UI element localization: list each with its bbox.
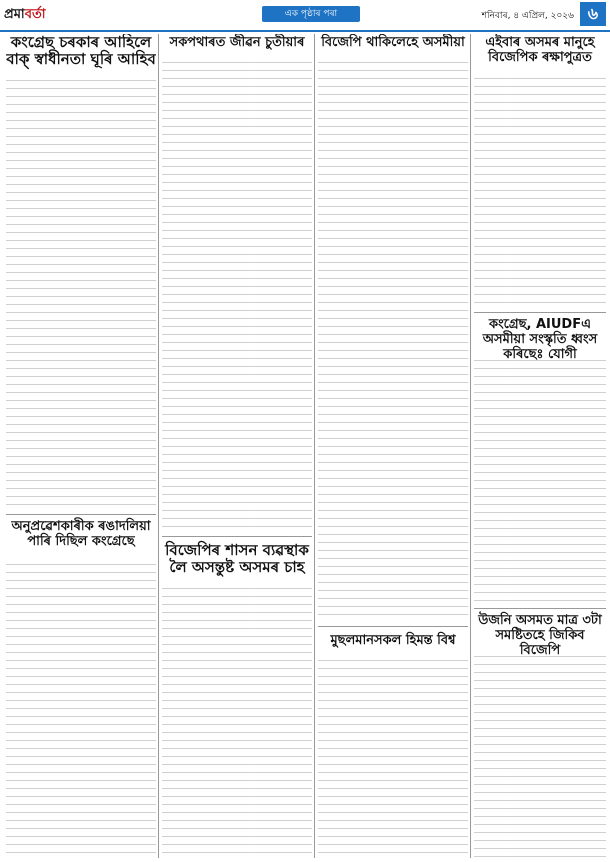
- column-4: [474, 34, 606, 858]
- logo-text-left: প্ৰমা: [4, 7, 25, 22]
- article-7-header: [474, 317, 606, 362]
- article-1-header: [6, 34, 156, 78]
- article-5-header: [6, 520, 156, 560]
- article-4-body: [474, 78, 606, 308]
- headline[interactable]: উজনি অসমত মাত্ৰ ৩টা সমষ্টিতহে জিকিব বিজেপি: [478, 613, 602, 658]
- column-2: [162, 34, 312, 858]
- headline[interactable]: এইবাৰ অসমৰ মানুহে বিজেপিক ৰক্ষাপুত্ৰত: [485, 35, 595, 65]
- headline[interactable]: অনুপ্ৰৱেশকাৰীক ৰঙাদলিয়া পাৰি দিছিল কংগ্ৰেছে: [11, 519, 151, 549]
- headline[interactable]: সকপথাৰত জীৱন চুতীয়াৰ: [169, 35, 305, 50]
- headline[interactable]: বিজেপি থাকিলেহে অসমীয়া: [321, 35, 465, 50]
- article-3-body: [318, 62, 468, 622]
- article-9-header: [474, 613, 606, 658]
- article-separator: [474, 312, 606, 313]
- column-divider: [470, 34, 471, 858]
- headline[interactable]: বিজেপিৰ শাসন ব্যৱস্থাক লৈ অসন্তুষ্ট অসমৰ চাহ: [165, 541, 309, 577]
- article-separator: [474, 608, 606, 609]
- page-number: ৬: [580, 2, 606, 26]
- column-1: [6, 34, 156, 858]
- headline[interactable]: মুছলমানসকল হিমন্ত বিশ্ব: [330, 633, 456, 648]
- article-4-header: [474, 36, 606, 76]
- header-rule: [0, 30, 610, 32]
- masthead: [0, 0, 610, 30]
- article-7-body: [474, 360, 606, 604]
- article-3-header: [318, 36, 468, 60]
- article-6-body: [162, 588, 312, 858]
- newspaper-logo[interactable]: [4, 5, 45, 26]
- continued-banner: এক পৃষ্ঠাৰ পৰা: [262, 6, 360, 22]
- article-1-body: [6, 80, 156, 510]
- column-divider: [158, 34, 159, 858]
- article-8-body: [318, 660, 468, 858]
- article-6-header: [162, 542, 312, 584]
- headline[interactable]: কংগ্ৰেছ, AIUDFএ অসমীয়া সংস্কৃতি ধ্বংস কৰিছেঃ যোগী: [482, 317, 598, 362]
- article-separator: [162, 536, 312, 537]
- logo-text-right: বৰ্তা: [24, 7, 46, 22]
- article-2-body: [162, 62, 312, 532]
- article-9-body: [474, 656, 606, 858]
- article-5-body: [6, 564, 156, 856]
- column-divider: [314, 34, 315, 858]
- article-8-header: [318, 634, 468, 656]
- issue-date: শনিবাৰ, ৪ এপ্ৰিল, ২০২৬: [481, 11, 574, 21]
- article-separator: [6, 514, 156, 515]
- article-2-header: [162, 36, 312, 60]
- headline[interactable]: কংগ্ৰেছ চৰকাৰ আহিলে বাক্ স্বাধীনতা ঘূৰি আহিব: [6, 34, 156, 69]
- column-3: [318, 34, 468, 858]
- article-separator: [318, 626, 468, 627]
